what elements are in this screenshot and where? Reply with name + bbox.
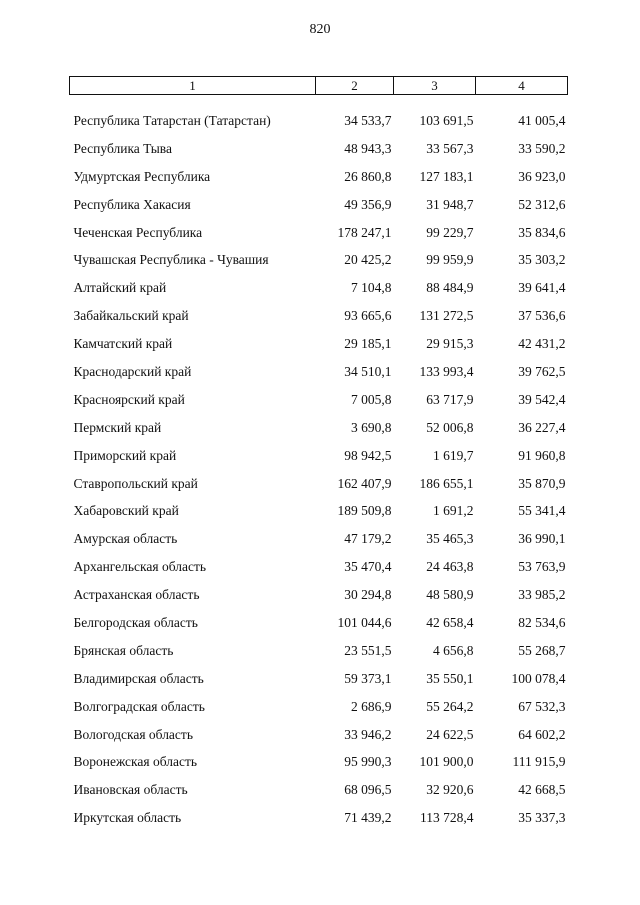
data-table (69, 76, 568, 832)
value-col-2: 30 294,8 (344, 587, 392, 603)
table-row (70, 95, 568, 135)
value-col-4: 91 960,8 (518, 447, 566, 463)
value-col-2: 189 509,8 (337, 503, 392, 519)
value-col-2: 49 356,9 (344, 196, 392, 212)
value-col-2: 162 407,9 (337, 475, 392, 491)
value-col-2: 2 686,9 (351, 698, 392, 714)
value-col-2: 95 990,3 (344, 754, 392, 770)
table-row (70, 497, 568, 525)
region-name: Чувашская Республика - Чувашия (73, 252, 269, 268)
table-row (70, 330, 568, 358)
region-name: Белгородская область (73, 614, 198, 630)
value-col-3: 33 567,3 (426, 140, 474, 156)
value-col-4: 33 590,2 (518, 140, 566, 156)
value-col-3: 103 691,5 (419, 112, 474, 128)
table-row (70, 748, 568, 776)
value-col-4: 41 005,4 (518, 112, 566, 128)
table-row (70, 414, 568, 442)
value-col-3: 99 229,7 (426, 224, 474, 240)
region-name: Красноярский край (73, 391, 185, 407)
value-col-2: 3 690,8 (351, 419, 392, 435)
value-col-3: 88 484,9 (426, 280, 474, 296)
value-col-4: 39 641,4 (518, 280, 566, 296)
region-name: Республика Тыва (73, 140, 172, 156)
value-col-4: 36 990,1 (518, 531, 566, 547)
table-row (70, 553, 568, 581)
value-col-3: 113 728,4 (420, 810, 474, 826)
table-row (70, 246, 568, 274)
region-name: Владимирская область (73, 670, 204, 686)
value-col-3: 133 993,4 (419, 363, 474, 379)
header-row (70, 77, 568, 95)
region-name: Иркутская область (73, 810, 182, 826)
region-name: Ставропольский край (73, 475, 198, 491)
region-name: Хабаровский край (73, 503, 179, 519)
value-col-2: 7 104,8 (351, 280, 392, 296)
value-col-4: 100 078,4 (511, 670, 566, 686)
table-row (70, 442, 568, 470)
table-row (70, 386, 568, 414)
region-name: Республика Хакасия (73, 196, 191, 212)
value-col-4: 33 985,2 (518, 587, 566, 603)
value-col-4: 35 834,6 (518, 224, 566, 240)
value-col-2: 178 247,1 (337, 224, 392, 240)
column-header-3: 3 (394, 77, 476, 95)
value-col-3: 32 920,6 (426, 782, 474, 798)
value-col-3: 186 655,1 (419, 475, 474, 491)
value-col-4: 35 303,2 (518, 252, 566, 268)
value-col-2: 33 946,2 (344, 726, 392, 742)
table-row (70, 693, 568, 721)
table-row (70, 525, 568, 553)
table-row (70, 721, 568, 749)
value-col-4: 53 763,9 (518, 559, 566, 575)
value-col-2: 48 943,3 (344, 140, 392, 156)
value-col-4: 52 312,6 (518, 196, 566, 212)
region-name: Астраханская область (73, 587, 200, 603)
table-row (70, 135, 568, 163)
value-col-2: 98 942,5 (344, 447, 392, 463)
table-row (70, 358, 568, 386)
value-col-3: 131 272,5 (419, 308, 474, 324)
value-col-3: 42 658,4 (426, 614, 474, 630)
table-row (70, 665, 568, 693)
table-row (70, 163, 568, 191)
region-name: Алтайский край (73, 280, 167, 296)
region-name: Приморский край (73, 447, 177, 463)
value-col-3: 1 619,7 (433, 447, 474, 463)
region-name: Амурская область (73, 531, 178, 547)
value-col-2: 35 470,4 (344, 559, 392, 575)
value-col-2: 59 373,1 (344, 670, 392, 686)
value-col-4: 42 431,2 (518, 336, 566, 352)
value-col-4: 55 268,7 (518, 642, 566, 658)
value-col-2: 20 425,2 (344, 252, 392, 268)
region-name: Забайкальский край (73, 308, 189, 324)
value-col-4: 39 762,5 (518, 363, 566, 379)
value-col-2: 34 510,1 (344, 363, 392, 379)
region-name: Волгоградская область (73, 698, 205, 714)
region-name: Воронежская область (73, 754, 198, 770)
column-header-2: 2 (316, 77, 394, 95)
value-col-4: 37 536,6 (518, 308, 566, 324)
region-name: Камчатский край (73, 336, 173, 352)
value-col-3: 35 465,3 (426, 531, 474, 547)
value-col-3: 48 580,9 (426, 587, 474, 603)
value-col-2: 26 860,8 (344, 168, 392, 184)
table-row (70, 274, 568, 302)
value-col-2: 29 185,1 (344, 336, 392, 352)
value-col-3: 55 264,2 (426, 698, 474, 714)
table-row (70, 804, 568, 832)
value-col-4: 35 337,3 (518, 810, 566, 826)
region-name: Краснодарский край (73, 363, 192, 379)
table-row (70, 637, 568, 665)
region-name: Брянская область (73, 642, 174, 658)
page-number: 820 (309, 22, 331, 37)
value-col-2: 68 096,5 (344, 782, 392, 798)
table-row (70, 191, 568, 219)
value-col-3: 1 691,2 (433, 503, 474, 519)
region-name: Республика Татарстан (Татарстан) (73, 112, 271, 128)
table-body (70, 95, 568, 833)
region-name: Вологодская область (73, 726, 193, 742)
table-row (70, 302, 568, 330)
value-col-3: 31 948,7 (426, 196, 474, 212)
value-col-3: 4 656,8 (433, 642, 474, 658)
table-header (70, 77, 568, 95)
value-col-2: 23 551,5 (344, 642, 392, 658)
value-col-2: 7 005,8 (351, 391, 392, 407)
value-col-4: 42 668,5 (518, 782, 566, 798)
region-name: Архангельская область (73, 559, 207, 575)
value-col-3: 63 717,9 (426, 391, 474, 407)
column-header-1: 1 (70, 77, 316, 95)
region-name: Чеченская Республика (73, 224, 203, 240)
value-col-4: 82 534,6 (518, 614, 566, 630)
value-col-4: 36 923,0 (518, 168, 566, 184)
table-row (70, 581, 568, 609)
value-col-4: 111 915,9 (512, 754, 566, 770)
value-col-3: 29 915,3 (426, 336, 474, 352)
table-row (70, 470, 568, 498)
value-col-3: 101 900,0 (419, 754, 474, 770)
column-header-4: 4 (476, 77, 568, 95)
value-col-4: 67 532,3 (518, 698, 566, 714)
value-col-2: 47 179,2 (344, 531, 392, 547)
value-col-4: 55 341,4 (518, 503, 566, 519)
value-col-3: 99 959,9 (426, 252, 474, 268)
value-col-3: 35 550,1 (426, 670, 474, 686)
value-col-3: 24 463,8 (426, 559, 474, 575)
value-col-2: 93 665,6 (344, 308, 392, 324)
value-col-3: 52 006,8 (426, 419, 474, 435)
table-row (70, 776, 568, 804)
table-row (70, 609, 568, 637)
region-name: Удмуртская Республика (73, 168, 211, 184)
value-col-3: 24 622,5 (426, 726, 474, 742)
value-col-2: 71 439,2 (344, 810, 392, 826)
value-col-3: 127 183,1 (419, 168, 474, 184)
value-col-2: 34 533,7 (344, 112, 392, 128)
region-name: Пермский край (73, 419, 162, 435)
region-name: Ивановская область (73, 782, 188, 798)
value-col-2: 101 044,6 (337, 614, 392, 630)
value-col-4: 36 227,4 (518, 419, 566, 435)
value-col-4: 64 602,2 (518, 726, 566, 742)
value-col-4: 39 542,4 (518, 391, 566, 407)
value-col-4: 35 870,9 (518, 475, 566, 491)
table-row (70, 219, 568, 247)
